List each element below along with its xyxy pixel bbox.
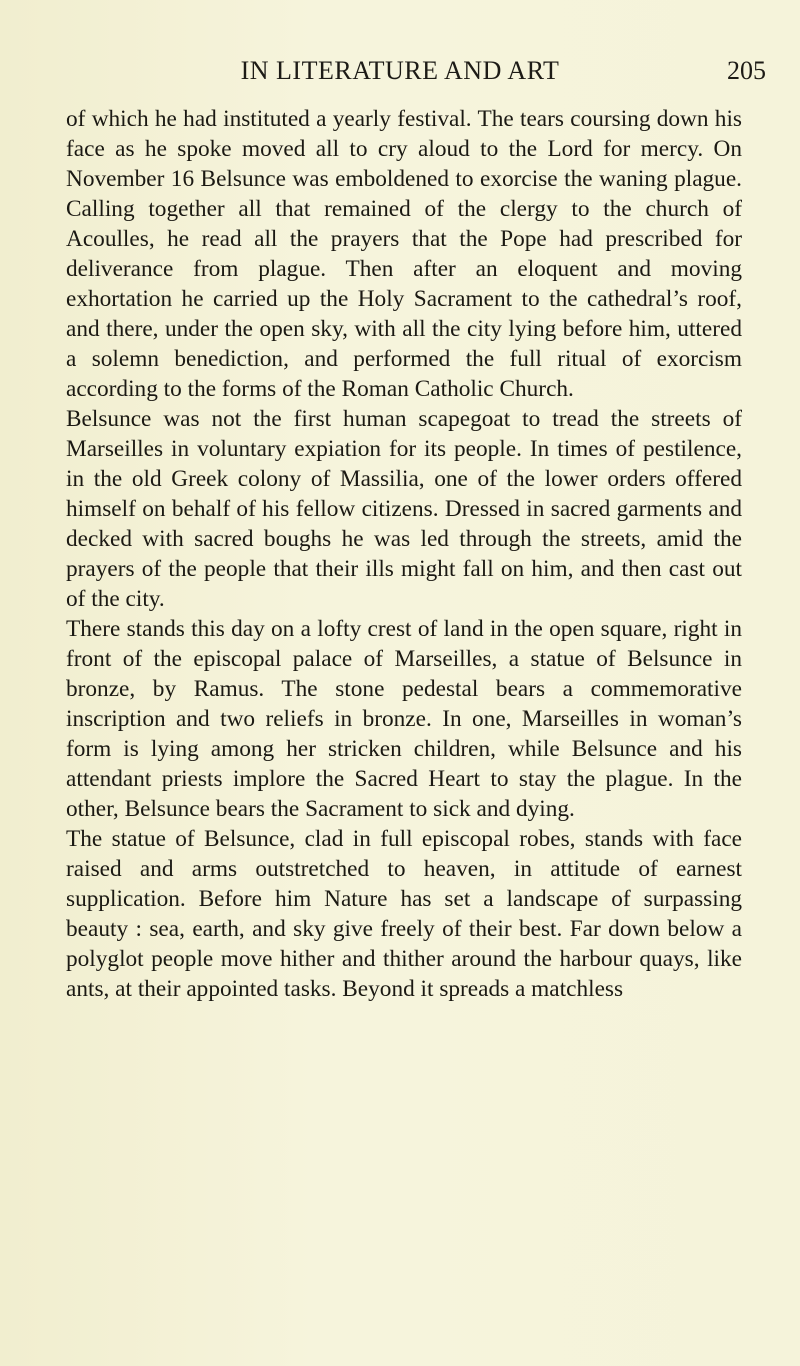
body-text (66, 104, 742, 1004)
page-number: 205 (727, 56, 766, 85)
paragraph-2: Belsunce was not the first human scapegoat to tread the streets of Marseilles in voluntary expiation for its people. In times of pestilence, in the old Greek colony of Massilia, one of the lower orders offered himself on behalf of his fellow citizens. Dressed in sacred garments and decked with sacred boughs he was led through the streets, amid the prayers of the people that their ills might fall on him, and then cast out of the city. (66, 406, 742, 612)
paragraph-3: There stands this day on a lofty crest of land in the open square, right in front of the episcopal palace of Marseilles, a statue of Belsunce in bronze, by Ramus. The stone pedestal bears a commemorative inscription and two reliefs in bronze. In one, Marseilles in woman’s form is lying among her stricken children, while Belsunce and his attendant priests implore the Sacred Heart to stay the plague. In the other, Belsunce bears the Sacrament to sick and dying. (66, 616, 742, 822)
paragraph-1: of which he had instituted a yearly festival. The tears coursing down his face as he spoke moved all to cry aloud to the Lord for mercy. On November 16 Belsunce was emboldened to exorcise the waning plague. Calling together all that remained of the clergy to the church of Acoulles, he read all the prayers that the Pope had prescribed for deliverance from plague. Then after an eloquent and moving exhortation he carried up the Holy Sacrament to the cathedral’s roof, and there, under the open sky, with all the city lying before him, uttered a solemn benediction, and performed the full ritual of exorcism according to the forms of the Roman Catholic Church. (66, 106, 742, 402)
paragraph-4: The statue of Belsunce, clad in full episcopal robes, stands with face raised and arms outstretched to heaven, in attitude of earnest supplication. Before him Nature has set a landscape of surpassing beauty : sea, earth, and sky give freely of their best. Far down below a polyglot people move hither and thither around the harbour quays, like ants, at their appointed tasks. Beyond it spreads a matchless (66, 826, 742, 1002)
running-header (0, 56, 800, 96)
running-title: IN LITERATURE AND ART (240, 56, 560, 85)
